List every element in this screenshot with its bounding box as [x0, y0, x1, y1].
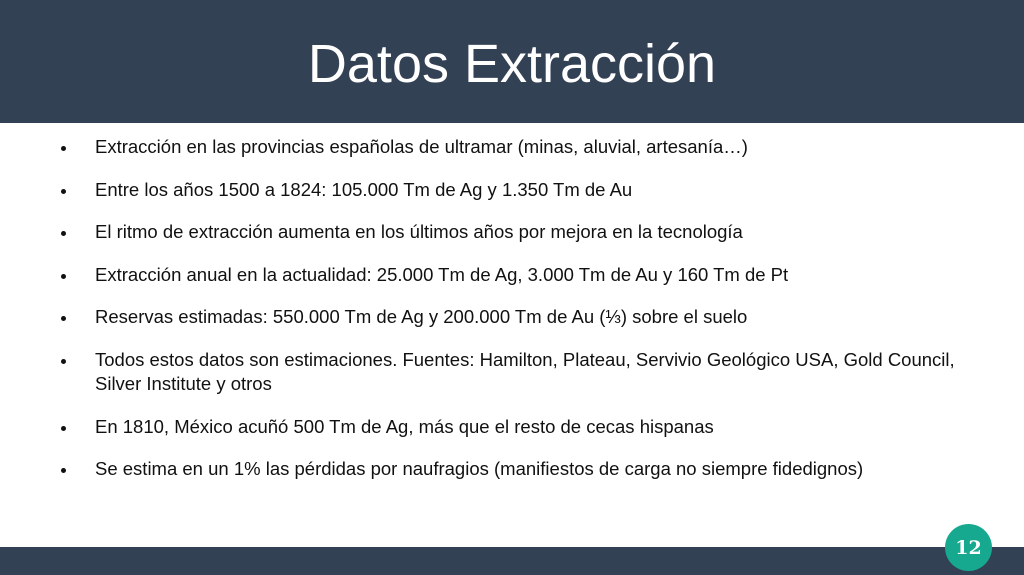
bullet-item	[0, 305, 1024, 329]
bullet-item	[0, 415, 1024, 439]
bullet-item	[0, 135, 1024, 159]
bullet-icon	[61, 316, 66, 321]
title-bar	[0, 0, 1024, 123]
bullet-item	[0, 220, 1024, 244]
footer-bar	[0, 547, 1024, 575]
bullet-text: El ritmo de extracción aumenta en los últimos años por mejora en la tecnología	[95, 221, 743, 243]
bullet-item	[0, 348, 1024, 396]
bullet-icon	[61, 468, 66, 473]
bullet-icon	[61, 231, 66, 236]
bullet-text: Entre los años 1500 a 1824: 105.000 Tm de Ag y 1.350 Tm de Au	[95, 178, 633, 200]
bullet-item	[0, 178, 1024, 202]
bullet-text: Extracción anual en la actualidad: 25.000 Tm de Ag, 3.000 Tm de Au y 160 Tm de Pt	[95, 263, 789, 285]
bullet-text: Se estima en un 1% las pérdidas por naufragios (manifiestos de carga no siempre fidedignos)	[95, 458, 864, 480]
bullet-icon	[61, 359, 66, 364]
slide-title: Datos Extracción	[307, 33, 717, 94]
bullet-text: Extracción en las provincias españolas de ultramar (minas, aluvial, artesanía…)	[95, 136, 748, 157]
bullet-text: En 1810, México acuñó 500 Tm de Ag, más que el resto de cecas hispanas	[95, 415, 714, 437]
bullet-icon	[61, 146, 66, 151]
bullet-list	[0, 135, 1024, 500]
bullet-icon	[61, 426, 66, 431]
bullet-text: Todos estos datos son estimaciones. Fuentes: Hamilton, Plateau, Servivio Geológico USA, Gold Council, Silver Institute y otros	[95, 348, 955, 394]
bullet-item	[0, 457, 1024, 481]
bullet-icon	[61, 274, 66, 279]
page-number-badge: 12	[945, 524, 992, 571]
bullet-text: Reservas estimadas: 550.000 Tm de Ag y 200.000 Tm de Au (⅓) sobre el suelo	[95, 306, 748, 328]
bullet-item	[0, 263, 1024, 287]
bullet-icon	[61, 189, 66, 194]
